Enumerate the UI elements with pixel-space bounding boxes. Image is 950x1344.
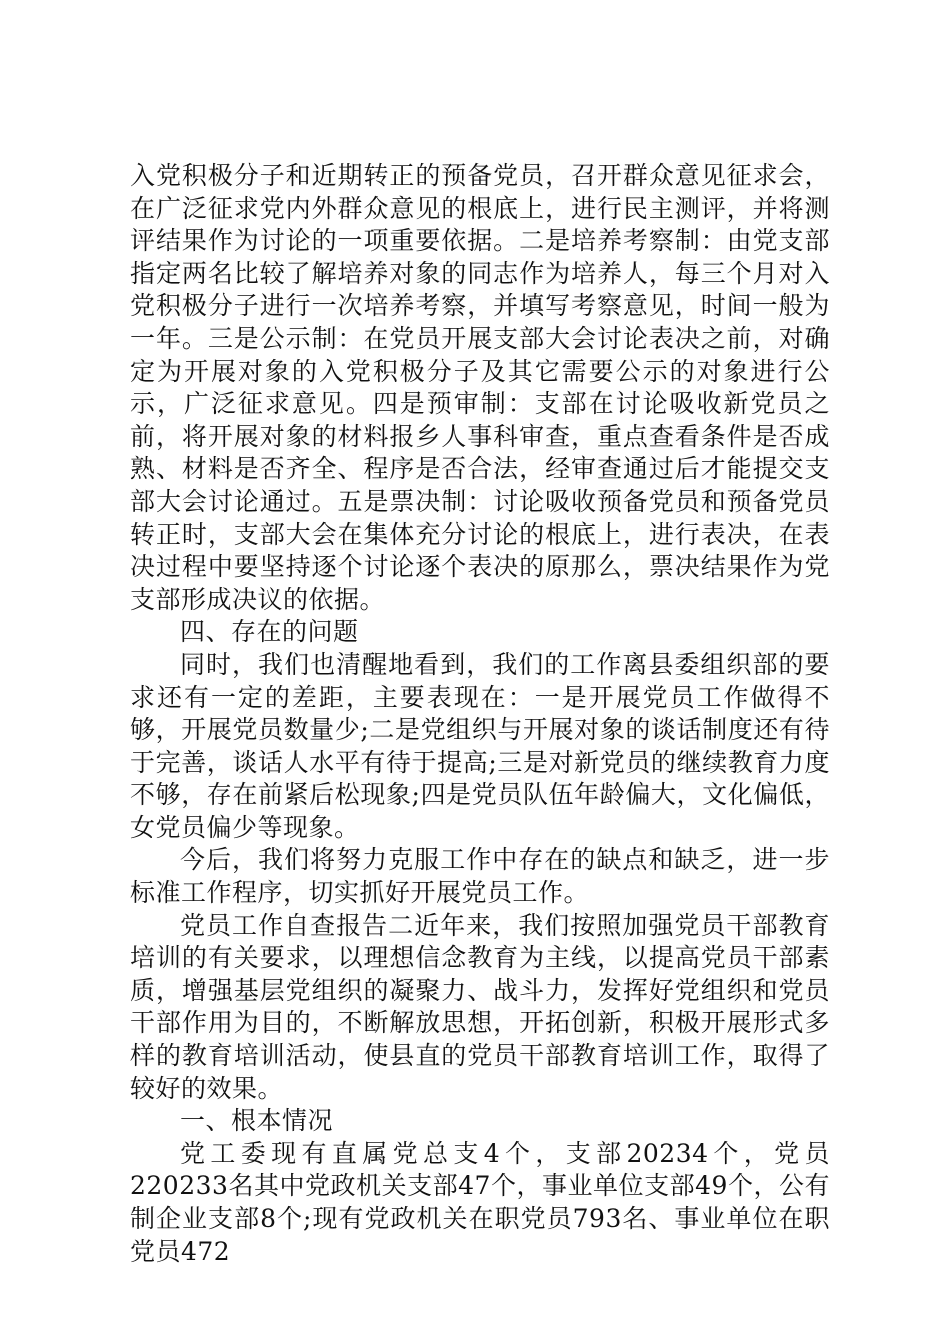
paragraph-problems: 同时，我们也清醒地看到，我们的工作离县委组织部的要求还有一定的差距，主要表现在：一是开展党员工作做得不够，开展党员数量少;二是党组织与开展对象的谈话制度还有待于完善，谈话人水平有待于提高;三是对新党员的继续教育力度不够，存在前紧后松现象;四是党员队伍年龄偏大，文化偏低，女党员偏少等现象。 (130, 649, 830, 842)
section-heading-basic-situation: 一、根本情况 (180, 1106, 334, 1136)
section-heading-existing-problems: 四、存在的问题 (180, 617, 359, 647)
paragraph-basic-situation: 党工委现有直属党总支4个，支部20234个，党员220233名其中党政机关支部47个，事业单位支部49个，公有制企业支部8个;现有党政机关在职党员793名、事业单位在职党员472 (130, 1138, 830, 1266)
paragraph-continued-measures: 入党积极分子和近期转正的预备党员，召开群众意见征求会，在广泛征求党内外群众意见的根底上，进行民主测评，并将测评结果作为讨论的一项重要依据。二是培养考察制：由党支部指定两名比较了解培养对象的同志作为培养人，每三个月对入党积极分子进行一次培养考察，并填写考察意见，时间一般为一年。三是公示制：在党员开展支部大会讨论表决之前，对确定为开展对象的入党积极分子及其它需要公示的对象进行公示，广泛征求意见。四是预审制：支部在讨论吸收新党员之前，将开展对象的材料报乡人事科审查，重点查看条件是否成熟、材料是否齐全、程序是否合法，经审查通过后才能提交支部大会讨论通过。五是票决制：讨论吸收预备党员和预备党员转正时，支部大会在集体充分讨论的根底上，进行表决，在表决过程中要坚持逐个讨论逐个表决的原那么，票决结果作为党支部形成决议的依据。 (130, 161, 830, 614)
document-body (130, 160, 830, 1268)
paragraph-future-plan: 今后，我们将努力克服工作中存在的缺点和缺乏，进一步标准工作程序，切实抓好开展党员工作。 (130, 845, 830, 908)
paragraph-report-two-intro: 党员工作自查报告二近年来，我们按照加强党员干部教育培训的有关要求，以理想信念教育为主线，以提高党员干部素质，增强基层党组织的凝聚力、战斗力，发挥好党组织和党员干部作用为目的，不断解放思想，开拓创新，积极开展形式多样的教育培训活动，使县直的党员干部教育培训工作，取得了较好的效果。 (130, 910, 830, 1103)
